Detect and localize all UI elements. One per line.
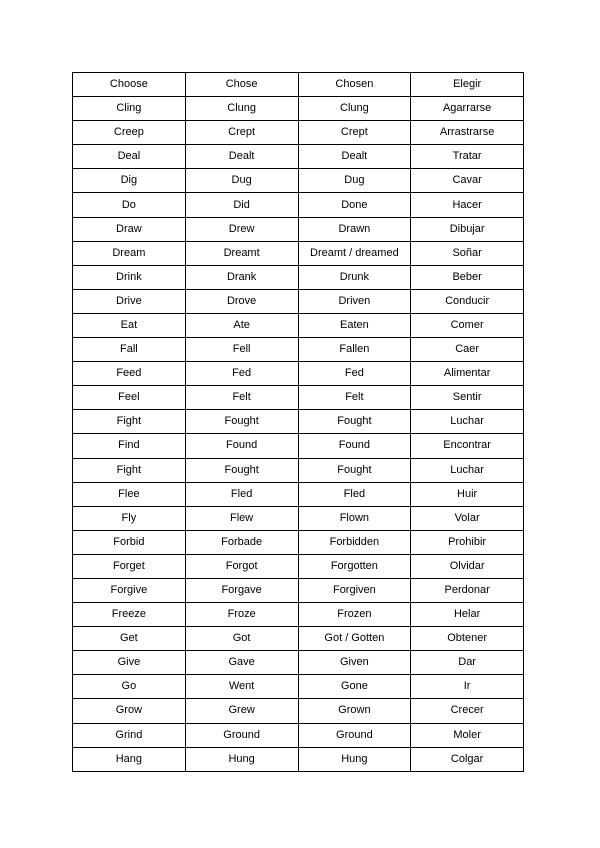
table-row: [73, 193, 524, 217]
past-participle-cell: Forgiven: [298, 578, 411, 602]
base-form-cell: Forgive: [73, 578, 186, 602]
past-participle-cell: Flown: [298, 506, 411, 530]
base-form-cell: Cling: [73, 97, 186, 121]
table-row: [73, 554, 524, 578]
past-participle-cell: Found: [298, 434, 411, 458]
past-participle-cell: Drunk: [298, 265, 411, 289]
past-simple-cell: Forgave: [185, 578, 298, 602]
base-form-cell: Give: [73, 651, 186, 675]
spanish-cell: Encontrar: [411, 434, 524, 458]
spanish-cell: Hacer: [411, 193, 524, 217]
table-row: [73, 506, 524, 530]
base-form-cell: Draw: [73, 217, 186, 241]
table-row: [73, 362, 524, 386]
base-form-cell: Do: [73, 193, 186, 217]
past-simple-cell: Forbade: [185, 530, 298, 554]
spanish-cell: Perdonar: [411, 578, 524, 602]
base-form-cell: Deal: [73, 145, 186, 169]
table-row: [73, 675, 524, 699]
table-row: [73, 289, 524, 313]
past-simple-cell: Dreamt: [185, 241, 298, 265]
base-form-cell: Feel: [73, 386, 186, 410]
base-form-cell: Choose: [73, 73, 186, 97]
past-participle-cell: Fled: [298, 482, 411, 506]
spanish-cell: Luchar: [411, 410, 524, 434]
verb-table-body: [73, 73, 524, 772]
base-form-cell: Grow: [73, 699, 186, 723]
past-participle-cell: Ground: [298, 723, 411, 747]
base-form-cell: Forbid: [73, 530, 186, 554]
past-simple-cell: Drank: [185, 265, 298, 289]
base-form-cell: Forget: [73, 554, 186, 578]
base-form-cell: Flee: [73, 482, 186, 506]
base-form-cell: Hang: [73, 747, 186, 771]
past-simple-cell: Crept: [185, 121, 298, 145]
past-simple-cell: Drove: [185, 289, 298, 313]
spanish-cell: Dibujar: [411, 217, 524, 241]
spanish-cell: Elegir: [411, 73, 524, 97]
past-simple-cell: Dealt: [185, 145, 298, 169]
table-row: [73, 530, 524, 554]
base-form-cell: Freeze: [73, 603, 186, 627]
table-row: [73, 482, 524, 506]
past-simple-cell: Froze: [185, 603, 298, 627]
table-row: [73, 723, 524, 747]
base-form-cell: Drink: [73, 265, 186, 289]
past-simple-cell: Chose: [185, 73, 298, 97]
base-form-cell: Creep: [73, 121, 186, 145]
past-simple-cell: Clung: [185, 97, 298, 121]
spanish-cell: Beber: [411, 265, 524, 289]
past-participle-cell: Forgotten: [298, 554, 411, 578]
past-simple-cell: Fought: [185, 410, 298, 434]
past-participle-cell: Dreamt / dreamed: [298, 241, 411, 265]
table-row: [73, 73, 524, 97]
past-participle-cell: Crept: [298, 121, 411, 145]
past-simple-cell: Gave: [185, 651, 298, 675]
spanish-cell: Helar: [411, 603, 524, 627]
spanish-cell: Moler: [411, 723, 524, 747]
table-row: [73, 603, 524, 627]
past-participle-cell: Got / Gotten: [298, 627, 411, 651]
spanish-cell: Tratar: [411, 145, 524, 169]
base-form-cell: Dig: [73, 169, 186, 193]
spanish-cell: Soñar: [411, 241, 524, 265]
past-participle-cell: Chosen: [298, 73, 411, 97]
table-row: [73, 169, 524, 193]
spanish-cell: Comer: [411, 313, 524, 337]
table-row: [73, 265, 524, 289]
past-participle-cell: Fallen: [298, 338, 411, 362]
table-row: [73, 121, 524, 145]
spanish-cell: Obtener: [411, 627, 524, 651]
table-row: [73, 97, 524, 121]
past-simple-cell: Dug: [185, 169, 298, 193]
base-form-cell: Feed: [73, 362, 186, 386]
past-participle-cell: Given: [298, 651, 411, 675]
table-row: [73, 651, 524, 675]
table-row: [73, 699, 524, 723]
base-form-cell: Eat: [73, 313, 186, 337]
past-simple-cell: Felt: [185, 386, 298, 410]
past-participle-cell: Forbidden: [298, 530, 411, 554]
spanish-cell: Arrastrarse: [411, 121, 524, 145]
spanish-cell: Huir: [411, 482, 524, 506]
spanish-cell: Dar: [411, 651, 524, 675]
irregular-verbs-table: [72, 72, 524, 772]
past-participle-cell: Driven: [298, 289, 411, 313]
past-simple-cell: Fell: [185, 338, 298, 362]
base-form-cell: Drive: [73, 289, 186, 313]
spanish-cell: Luchar: [411, 458, 524, 482]
past-simple-cell: Went: [185, 675, 298, 699]
table-row: [73, 338, 524, 362]
past-simple-cell: Fed: [185, 362, 298, 386]
past-participle-cell: Fed: [298, 362, 411, 386]
past-simple-cell: Forgot: [185, 554, 298, 578]
table-row: [73, 313, 524, 337]
spanish-cell: Ir: [411, 675, 524, 699]
table-row: [73, 145, 524, 169]
past-simple-cell: Drew: [185, 217, 298, 241]
spanish-cell: Alimentar: [411, 362, 524, 386]
base-form-cell: Grind: [73, 723, 186, 747]
spanish-cell: Crecer: [411, 699, 524, 723]
spanish-cell: Cavar: [411, 169, 524, 193]
past-simple-cell: Grew: [185, 699, 298, 723]
past-simple-cell: Fought: [185, 458, 298, 482]
spanish-cell: Conducir: [411, 289, 524, 313]
past-participle-cell: Fought: [298, 410, 411, 434]
past-participle-cell: Fought: [298, 458, 411, 482]
table-row: [73, 578, 524, 602]
spanish-cell: Sentir: [411, 386, 524, 410]
base-form-cell: Get: [73, 627, 186, 651]
base-form-cell: Fight: [73, 458, 186, 482]
past-simple-cell: Hung: [185, 747, 298, 771]
base-form-cell: Fly: [73, 506, 186, 530]
past-participle-cell: Hung: [298, 747, 411, 771]
base-form-cell: Find: [73, 434, 186, 458]
past-participle-cell: Gone: [298, 675, 411, 699]
table-row: [73, 458, 524, 482]
spanish-cell: Prohibir: [411, 530, 524, 554]
table-row: [73, 386, 524, 410]
past-participle-cell: Dealt: [298, 145, 411, 169]
spanish-cell: Agarrarse: [411, 97, 524, 121]
base-form-cell: Fight: [73, 410, 186, 434]
spanish-cell: Caer: [411, 338, 524, 362]
base-form-cell: Go: [73, 675, 186, 699]
past-simple-cell: Got: [185, 627, 298, 651]
table-row: [73, 241, 524, 265]
past-participle-cell: Done: [298, 193, 411, 217]
base-form-cell: Dream: [73, 241, 186, 265]
past-participle-cell: Grown: [298, 699, 411, 723]
spanish-cell: Olvidar: [411, 554, 524, 578]
past-simple-cell: Ate: [185, 313, 298, 337]
table-row: [73, 434, 524, 458]
past-simple-cell: Found: [185, 434, 298, 458]
past-participle-cell: Clung: [298, 97, 411, 121]
past-participle-cell: Dug: [298, 169, 411, 193]
past-participle-cell: Eaten: [298, 313, 411, 337]
past-participle-cell: Drawn: [298, 217, 411, 241]
table-row: [73, 627, 524, 651]
table-row: [73, 747, 524, 771]
spanish-cell: Volar: [411, 506, 524, 530]
past-simple-cell: Flew: [185, 506, 298, 530]
table-row: [73, 410, 524, 434]
table-row: [73, 217, 524, 241]
past-simple-cell: Did: [185, 193, 298, 217]
past-participle-cell: Frozen: [298, 603, 411, 627]
past-simple-cell: Ground: [185, 723, 298, 747]
past-simple-cell: Fled: [185, 482, 298, 506]
spanish-cell: Colgar: [411, 747, 524, 771]
base-form-cell: Fall: [73, 338, 186, 362]
past-participle-cell: Felt: [298, 386, 411, 410]
